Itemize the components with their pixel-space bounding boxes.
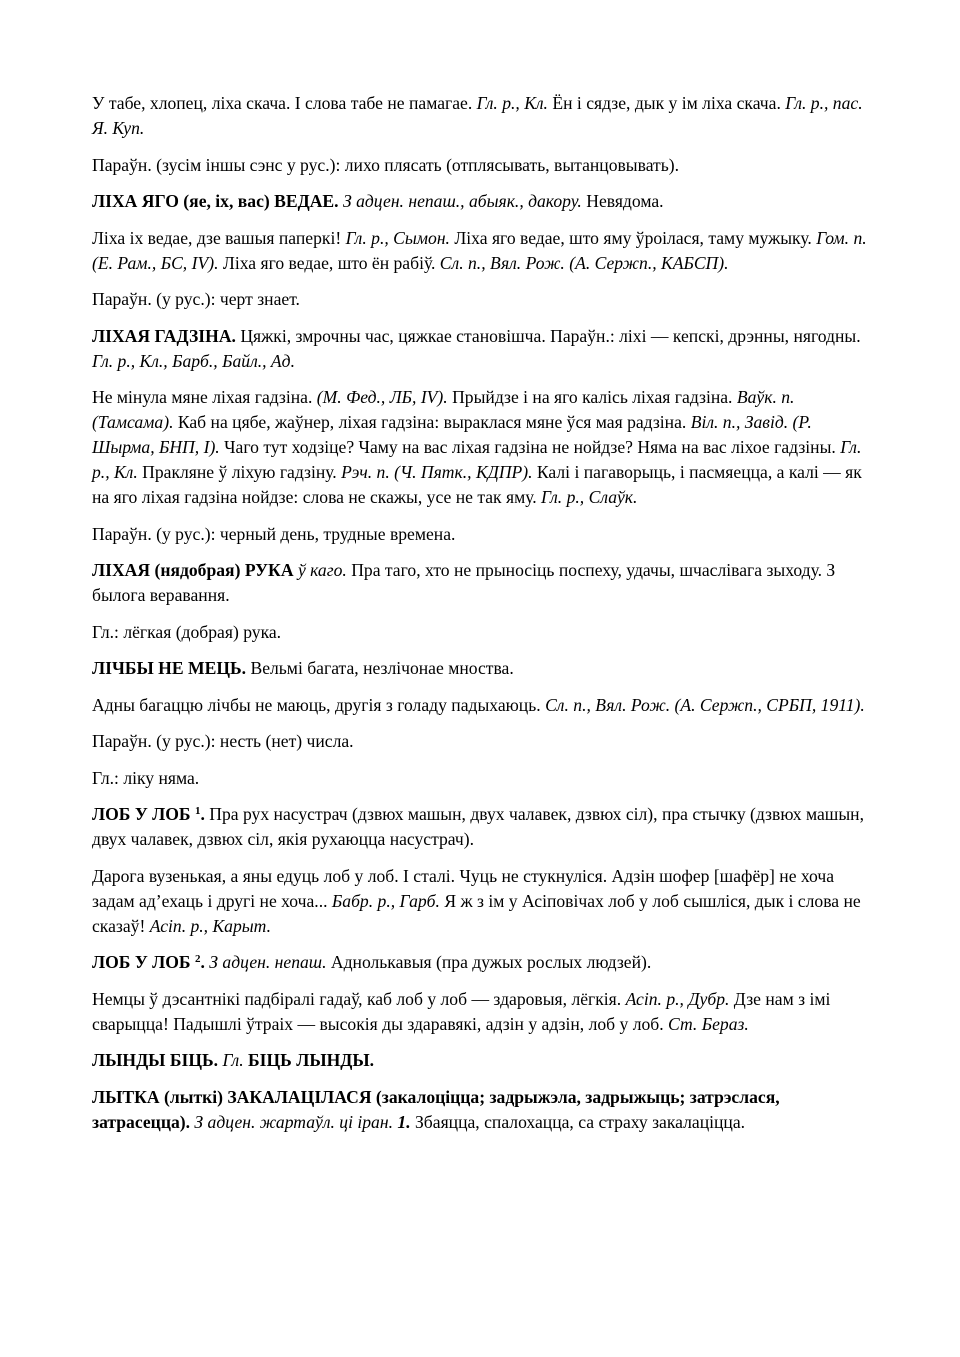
text-run: У табе, хлопец, ліха скача. І слова табе не памагае.: [92, 93, 477, 113]
headword: .: [200, 952, 205, 972]
paragraph: [92, 522, 870, 547]
text-run: Ліха яго ведае, што ён рабіў.: [218, 252, 440, 273]
source-note: Бабр. р., Гарб.: [331, 890, 440, 911]
source-note: ў каго.: [297, 560, 347, 580]
source-note: Гл. р., Кл.: [92, 437, 862, 482]
headword: ЛОБ У ЛОБ: [92, 952, 195, 972]
headword: ЛЫНДЫ БІЦЬ.: [92, 1050, 219, 1070]
source-note: Ваўк. п. (Тамсама).: [92, 387, 795, 432]
text-run: Невядома.: [581, 191, 664, 211]
text-run: Ён і сядзе, дык у ім ліха скача.: [547, 93, 786, 113]
text-run: Параўн. (у рус.): несть (нет) числа.: [92, 731, 354, 751]
paragraph: [92, 987, 870, 1037]
source-note: Гл. р., пас. Я. Куп.: [92, 93, 863, 138]
text-run: Ліха іх ведае, дзе вашыя паперкі!: [92, 227, 346, 248]
headword: БІЦЬ ЛЫНДЫ.: [248, 1050, 375, 1070]
source-note: Асіп. р., Дубр.: [625, 988, 730, 1009]
text-run: Параўн. (у рус.): черный день, трудные времена.: [92, 523, 456, 544]
headword: ЛІЧБЫ НЕ МЕЦЬ.: [92, 658, 247, 678]
headword: ЛІХАЯ ГАДЗІНА.: [92, 325, 236, 346]
text-run: Збаяцца, спалохацца, са страху закалаціцца.: [410, 1111, 746, 1132]
paragraph: [92, 91, 870, 141]
source-note: Сл. п., Вял. Рож. (А. Сержп., КАБСП).: [439, 252, 729, 273]
paragraph: [92, 620, 870, 645]
paragraph: [92, 656, 870, 681]
source-note: З адцен. жартаўл. ці іран.: [194, 1111, 393, 1132]
paragraph: [92, 864, 870, 939]
text-run: Пра таго, хто не прыносіць поспеху, удачы, шчаслівага зыходу. З былога веравання.: [92, 560, 836, 605]
paragraph: [92, 287, 870, 312]
headword: ЛОБ У ЛОБ: [92, 804, 195, 824]
paragraph: [92, 802, 870, 852]
source-note: Гл.: [222, 1050, 244, 1070]
text-run: Каб на цябе, жаўнер, ліхая гадзіна: выраклася мяне ўся мая радзіна.: [173, 412, 691, 432]
source-note: З адцен. непаш., абыяк., дакору.: [342, 191, 582, 211]
text-run: Дарога вузенькая, а яны едуць лоб у лоб. І сталі. Чуць не стукнуліся. Адзін шофер [шафёр] не хоча задам ад’ехаць і другі не хоча...: [92, 865, 835, 911]
paragraph: [92, 766, 870, 791]
text-run: Гл.: ліку няма.: [92, 767, 200, 788]
paragraph: [92, 324, 870, 374]
source-note: (М. Фед., ЛБ, IV).: [316, 387, 448, 407]
text-run: Вельмі багата, незлічонае мноства.: [246, 658, 514, 678]
superscript: 1: [194, 805, 201, 817]
text-run: Пра рух насустрач (дзвюх машын, двух чалавек, дзвюх сіл), пра стычку (дзвюх машын, двух чалавек, дзвюх сіл, якія рухаюцца насустрач).: [92, 804, 864, 849]
text-run: Я ж з ім у Асіповічах лоб у лоб сышліся, дык і слова не сказаў!: [92, 890, 861, 936]
source-note: Гл. р., Кл., Барб., Байл., Ад.: [92, 350, 295, 371]
headword: ЛІХА ЯГО (яе, іх, вас) ВЕДАЕ.: [92, 191, 339, 211]
headword: .: [200, 804, 205, 824]
source-note: Гл. р., Слаўк.: [541, 487, 638, 507]
text-run: Аднолькавыя (пра дужых рослых людзей).: [326, 952, 652, 972]
text-run: Не мінула мяне ліхая гадзіна.: [92, 387, 317, 407]
paragraph: [92, 558, 870, 608]
paragraph: [92, 729, 870, 754]
source-note: Гом. п. (Е. Рам., БС, IV).: [92, 227, 867, 273]
paragraph: [92, 693, 870, 718]
source-note: Гл. р., Кл.: [476, 93, 548, 113]
paragraph: [92, 226, 870, 276]
paragraph: [92, 1085, 870, 1135]
source-note: З адцен. непаш.: [209, 952, 327, 972]
emphasis: [397, 1112, 410, 1132]
paragraph: [92, 385, 870, 510]
text-run: Пракляне ў ліхую гадзіну.: [137, 462, 342, 482]
paragraph: [92, 1048, 870, 1073]
text-run: Цяжкі, змрочны час, цяжкае становішча. Параўн.: ліхі — кепскі, дрэнны, нягодны.: [235, 325, 861, 346]
paragraph: [92, 189, 870, 214]
source-note: Асіп. р., Карыт.: [149, 915, 271, 936]
source-note: Рэч. п. (Ч. Пятк., КДПР).: [341, 462, 533, 482]
emphasis-text: 1.: [397, 1111, 411, 1132]
paragraph: [92, 153, 870, 178]
source-note: Сл. п., Вял. Рож. (А. Сержп., СРБП, 1911).: [545, 694, 865, 715]
headword: ЛЫТКА (лыткі) ЗАКАЛАЦІЛАСЯ (закалоціцца; задрыжэла, задрыжыць; затрэслася, затрасецца).: [92, 1086, 780, 1132]
superscript: 2: [194, 953, 201, 965]
text-run: Дзе нам з імі сварыцца! Падышлі ўтраіх — высокія ды здаравякі, адзін у адзін, лоб у лоб.: [92, 988, 831, 1034]
source-note: Гл. р., Сымон.: [345, 227, 450, 248]
text-run: Параўн. (зусім іншы сэнс у рус.): лихо плясать (отплясывать, вытанцовывать).: [92, 154, 680, 175]
text-run: Ліха яго ведае, што яму ўроілася, таму мужыку.: [449, 227, 817, 248]
text-run: Калі і пагаворыць, і пасмяецца, а калі — як на яго ліхая гадзіна нойдзе: слова не скажы, усе не так яму.: [92, 462, 862, 507]
text-run: Прыйдзе і на яго калісь ліхая гадзіна.: [447, 387, 737, 407]
source-note: Ст. Бераз.: [668, 1013, 749, 1034]
text-run: Немцы ў дэсантнікі падбіралі гадаў, каб лоб у лоб — здаровыя, лёгкія.: [92, 988, 626, 1009]
source-note: Віл. п., Завід. (Р. Шырма, БНП, І).: [92, 412, 812, 457]
text-run: Адны багаццю лічбы не маюць, другія з голаду падыхаюць.: [92, 694, 546, 715]
headword: ЛІХАЯ (нядобрая) РУКА: [92, 560, 294, 580]
text-run: Чаго тут ходзіце? Чаму на вас ліхая гадзіна не нойдзе? Няма на вас ліхое гадзіны.: [219, 437, 841, 457]
paragraph: [92, 950, 870, 975]
text-run: Параўн. (у рус.): черт знает.: [92, 289, 300, 309]
text-run: Гл.: лёгкая (добрая) рука.: [92, 621, 282, 642]
